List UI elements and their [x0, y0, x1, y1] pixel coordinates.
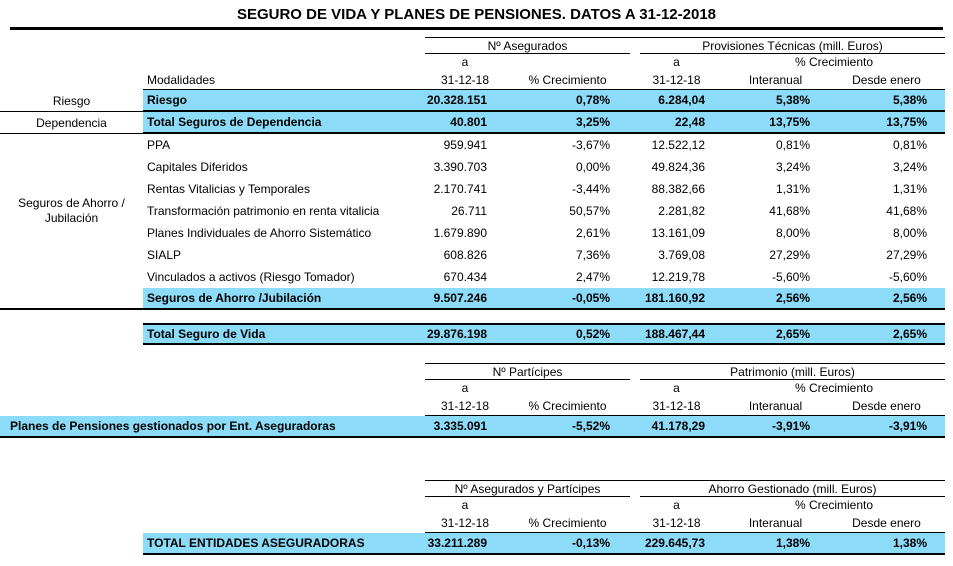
value-cell: 50,57%	[569, 204, 610, 218]
table-row-vinculados	[0, 266, 953, 288]
category-savings: Seguros de Ahorro / Jubilación	[18, 196, 125, 225]
col-header-interannual: Interanual	[748, 398, 803, 413]
table-row-capitales-diferidos	[0, 156, 953, 178]
value-cell: 188.467,44	[630, 323, 723, 345]
value-cell: 1,31%	[892, 182, 927, 196]
value-cell: 41.178,29	[630, 416, 723, 438]
value-cell: -3,44%	[571, 182, 610, 196]
life-header-right	[425, 37, 945, 90]
value-cell: 0,52%	[505, 323, 630, 345]
col-header-date: 31-12-18	[652, 515, 701, 530]
group-header-managed-savings: Ahorro Gestionado (mill. Euros)	[640, 481, 945, 497]
modalidad-cell: PPA	[147, 138, 171, 152]
value-cell: 40.801	[425, 112, 505, 134]
value-cell: 2,65%	[723, 323, 828, 345]
value-cell: -3,91%	[828, 416, 945, 438]
table-row-total-seguro-vida	[0, 323, 953, 345]
life-header-left	[0, 37, 425, 90]
group-header-provisions: Provisiones Técnicas (mill. Euros)	[640, 38, 945, 54]
col-header-a: a	[673, 55, 680, 69]
col-header-growth: % Crecimiento	[528, 515, 607, 530]
life-table-body	[0, 90, 953, 345]
value-cell: -3,91%	[723, 416, 828, 438]
value-cell: 3,24%	[775, 160, 810, 174]
col-header-growth-group: % Crecimiento	[794, 498, 874, 512]
value-cell: 3.390.703	[433, 160, 487, 174]
pension-row-label: Planes de Pensiones gestionados por Ent. Aseguradoras	[0, 416, 425, 438]
value-cell: 20.328.151	[425, 90, 505, 112]
modalidad-cell: Planes Individuales de Ahorro Sistemático	[147, 226, 372, 240]
value-cell: 22,48	[630, 112, 723, 134]
col-header-a: a	[461, 55, 469, 69]
grand-total-table-header	[0, 480, 953, 533]
modalidad-cell: Rentas Vitalicias y Temporales	[147, 182, 310, 196]
col-header-growth-group: % Crecimiento	[794, 55, 874, 69]
value-cell: 7,36%	[575, 248, 610, 262]
value-cell: 608.826	[443, 248, 487, 262]
modalidad-cell: Transformación patrimonio en renta vitalicia	[147, 204, 380, 218]
category-dependency: Dependencia	[0, 112, 143, 134]
value-cell: 1,38%	[828, 533, 945, 555]
value-cell: 33.211.289	[425, 533, 505, 555]
value-cell: 2,47%	[575, 270, 610, 284]
value-cell: 1,31%	[775, 182, 810, 196]
col-header-modalidades: Modalidades	[143, 70, 425, 90]
title-rule	[10, 27, 943, 30]
value-cell: 13,75%	[828, 112, 945, 134]
table-row-planes-pensiones	[0, 416, 953, 438]
table-row-riesgo	[0, 90, 953, 112]
col-header-a: a	[461, 498, 469, 512]
value-cell: 5,38%	[828, 90, 945, 112]
col-header-growth: % Crecimiento	[528, 72, 607, 87]
col-header-a: a	[461, 381, 469, 395]
value-cell: 26.711	[451, 204, 487, 218]
value-cell: -5,60%	[888, 270, 927, 284]
modalidad-cell: SIALP	[147, 248, 182, 262]
value-cell: 0,00%	[575, 160, 610, 174]
value-cell: 1,38%	[723, 533, 828, 555]
modalidad-cell: Seguros de Ahorro /Jubilación	[143, 288, 425, 310]
col-header-date: 31-12-18	[652, 72, 701, 87]
value-cell: 13,75%	[723, 112, 828, 134]
value-cell: 5,38%	[723, 90, 828, 112]
value-cell: 0,78%	[505, 90, 630, 112]
col-header-date: 31-12-18	[440, 398, 490, 413]
value-cell: 229.645,73	[630, 533, 723, 555]
value-cell: 88.382,66	[651, 182, 705, 196]
table-row-seguros-ahorro-total	[0, 288, 953, 310]
value-cell: 3,25%	[505, 112, 630, 134]
value-cell: 2.170.741	[433, 182, 487, 196]
value-cell: 181.160,92	[630, 288, 723, 310]
col-header-growth-group: % Crecimiento	[794, 381, 874, 395]
col-header-since-january: Desde enero	[852, 72, 921, 87]
value-cell: 49.824,36	[651, 160, 705, 174]
value-cell: 6.284,04	[630, 90, 723, 112]
value-cell: -5,60%	[771, 270, 810, 284]
value-cell: 3,24%	[892, 160, 927, 174]
col-header-since-january: Desde enero	[852, 398, 921, 413]
col-header-a: a	[673, 498, 680, 512]
value-cell: 959.941	[443, 138, 487, 152]
table-row-dependencia	[0, 112, 953, 134]
value-cell: -5,52%	[505, 416, 630, 438]
modalidad-cell: Capitales Diferidos	[147, 160, 248, 174]
category-risk: Riesgo	[0, 90, 143, 112]
table-row-sialp	[0, 244, 953, 266]
table-row-total-entidades	[0, 533, 953, 555]
value-cell: 2,56%	[828, 288, 945, 310]
col-header-since-january: Desde enero	[852, 515, 921, 530]
value-cell: 0,81%	[775, 138, 810, 152]
col-header-a: a	[673, 381, 680, 395]
page-title: SEGURO DE VIDA Y PLANES DE PENSIONES. DATOS A 31-12-2018	[236, 6, 717, 23]
value-cell: 41,68%	[886, 204, 927, 218]
value-cell: 41,68%	[769, 204, 810, 218]
group-header-participants: Nº Partícipes	[425, 364, 630, 380]
value-cell: 2,56%	[723, 288, 828, 310]
value-cell: 2,61%	[575, 226, 610, 240]
modalidad-cell: Vinculados a activos (Riesgo Tomador)	[147, 270, 355, 284]
value-cell: 8,00%	[775, 226, 810, 240]
value-cell: 27,29%	[769, 248, 810, 262]
table-row-ppa	[0, 134, 953, 156]
value-cell: 2.281,82	[658, 204, 705, 218]
col-header-date: 31-12-18	[440, 72, 490, 87]
col-header-interannual: Interanual	[748, 72, 803, 87]
value-cell: 12.219,78	[651, 270, 705, 284]
value-cell: 1.679.890	[433, 226, 487, 240]
value-cell: 0,81%	[892, 138, 927, 152]
value-cell: 2,65%	[828, 323, 945, 345]
group-header-assets: Patrimonio (mill. Euros)	[640, 364, 945, 380]
life-table-header	[0, 37, 953, 90]
value-cell: 3.769,08	[658, 248, 705, 262]
value-cell: 670.434	[443, 270, 487, 284]
value-cell: 12.522,12	[651, 138, 705, 152]
value-cell: 3.335.091	[425, 416, 505, 438]
col-header-growth: % Crecimiento	[528, 398, 607, 413]
grand-total-row-label: TOTAL ENTIDADES ASEGURADORAS	[143, 533, 425, 555]
modalidad-cell: Total Seguros de Dependencia	[143, 112, 425, 134]
value-cell: -0,13%	[505, 533, 630, 555]
value-cell: 13.161,09	[651, 226, 705, 240]
group-header-insured-participants: Nº Asegurados y Partícipes	[425, 481, 630, 497]
col-header-interannual: Interanual	[748, 515, 803, 530]
modalidad-cell: Total Seguro de Vida	[143, 323, 425, 345]
value-cell: -3,67%	[571, 138, 610, 152]
value-cell: 8,00%	[892, 226, 927, 240]
col-header-date: 31-12-18	[440, 515, 490, 530]
value-cell: 27,29%	[886, 248, 927, 262]
modalidad-cell: Riesgo	[143, 90, 425, 112]
value-cell: -0,05%	[505, 288, 630, 310]
col-header-date: 31-12-18	[652, 398, 701, 413]
value-cell: 29.876.198	[425, 323, 505, 345]
pension-table-header	[0, 363, 953, 416]
group-header-insured: Nº Asegurados	[425, 38, 630, 54]
header-spacer	[0, 70, 143, 90]
value-cell: 9.507.246	[425, 288, 505, 310]
